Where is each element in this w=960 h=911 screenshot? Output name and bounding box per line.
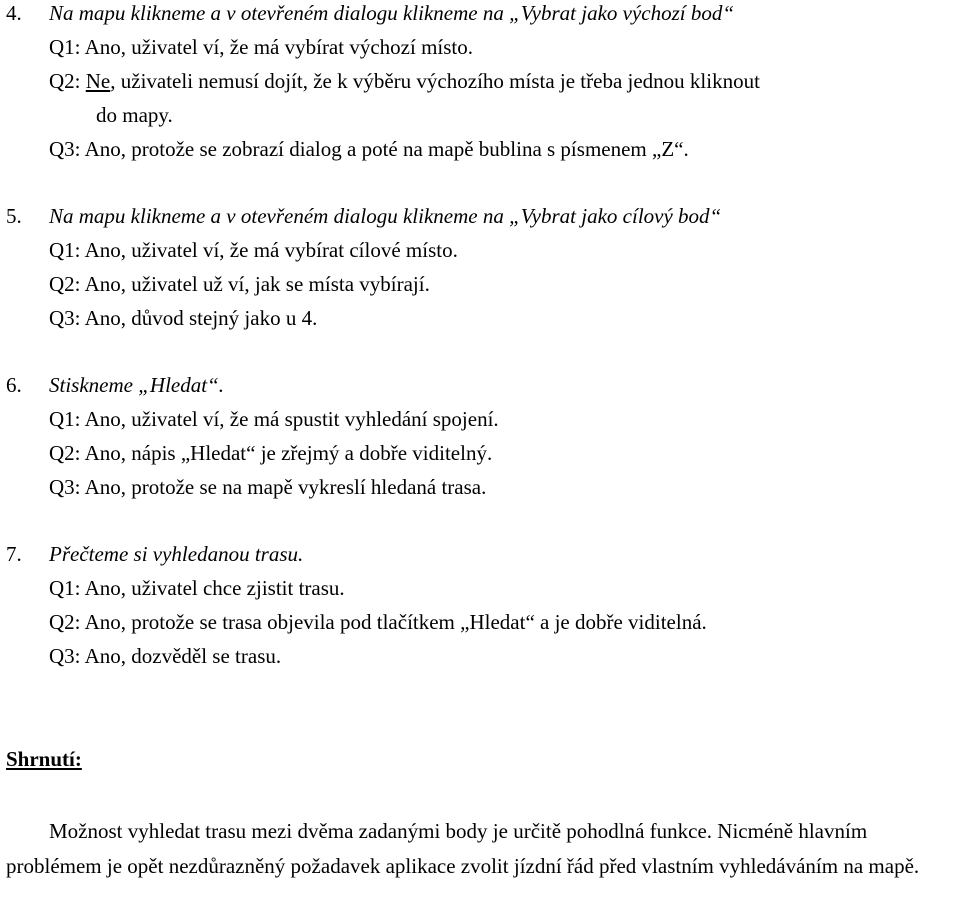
- step-4-title: Na mapu klikneme a v otevřeném dialogu klikneme na „Vybrat jako výchozí bod“: [49, 1, 735, 25]
- step-7-number: 7.: [6, 542, 22, 566]
- step-6-number: 6.: [6, 373, 22, 397]
- step-7-q1: Q1: Ano, uživatel chce zjistit trasu.: [49, 576, 345, 600]
- step-7-title: Přečteme si vyhledanou trasu.: [49, 542, 304, 566]
- step-4-q3: Q3: Ano, protože se zobrazí dialog a poté na mapě bublina s písmenem „Z“.: [49, 137, 689, 161]
- step-7-q3: Q3: Ano, dozvěděl se trasu.: [49, 644, 282, 668]
- step-6-q3: Q3: Ano, protože se na mapě vykreslí hledaná trasa.: [49, 475, 487, 499]
- step-4-q1: Q1: Ano, uživatel ví, že má vybírat výchozí místo.: [49, 35, 473, 59]
- step-4-q2-emphasis: Ne: [85, 69, 111, 93]
- step-4-number: 4.: [6, 1, 22, 25]
- step-5-title: Na mapu klikneme a v otevřeném dialogu klikneme na „Vybrat jako cílový bod“: [49, 204, 722, 228]
- step-4-q2-continuation: do mapy.: [96, 103, 173, 127]
- step-6-q2: Q2: Ano, nápis „Hledat“ je zřejmý a dobře viditelný.: [49, 441, 493, 465]
- step-4-q2-prefix: Q2:: [49, 69, 86, 93]
- step-4-q2-rest: , uživateli nemusí dojít, že k výběru výchozího místa je třeba jednou kliknout: [110, 69, 760, 93]
- step-5-q1: Q1: Ano, uživatel ví, že má vybírat cílové místo.: [49, 238, 458, 262]
- summary-heading: Shrnutí:: [6, 747, 82, 771]
- summary-paragraph: Možnost vyhledat trasu mezi dvěma zadanými body je určitě pohodlná funkce. Nicméně hlavním problémem je opět nezdůrazněný požadavek aplikace zvolit jízdní řád před vlastním vyhledáváním na mapě.: [6, 819, 920, 878]
- step-6-q1: Q1: Ano, uživatel ví, že má spustit vyhledání spojení.: [49, 407, 499, 431]
- step-4-q2: [49, 68, 760, 94]
- step-5-q2: Q2: Ano, uživatel už ví, jak se místa vybírají.: [49, 272, 430, 296]
- step-5-number: 5.: [6, 204, 22, 228]
- step-7-q2: Q2: Ano, protože se trasa objevila pod tlačítkem „Hledat“ a je dobře viditelná.: [49, 610, 707, 634]
- step-6-title: Stiskneme „Hledat“.: [49, 373, 224, 397]
- step-5-q3: Q3: Ano, důvod stejný jako u 4.: [49, 306, 318, 330]
